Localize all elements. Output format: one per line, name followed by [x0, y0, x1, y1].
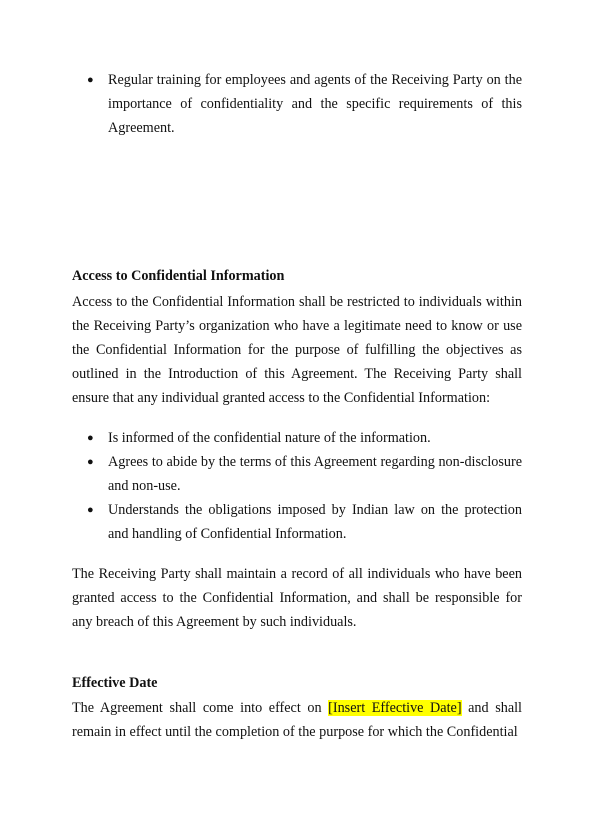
bullet-text: Is informed of the confidential nature of the information.: [108, 430, 431, 446]
effective-date-heading: Effective Date: [72, 675, 158, 691]
access-bullet-list: [72, 426, 522, 546]
bullet-text: Agrees to abide by the terms of this Agreement regarding non-disclosure and non-use.: [108, 454, 522, 494]
bullet-item: [72, 450, 522, 498]
bullet-dot-icon: ●: [87, 504, 94, 516]
effective-text-after: and shall remain in effect until the completion of the purpose for which the Confidential: [72, 700, 522, 740]
bullet-item: [72, 498, 522, 546]
bullet-item: [72, 426, 522, 450]
effective-date-placeholder: [Insert Effective Date]: [328, 700, 462, 716]
bullet-item: [72, 68, 522, 140]
access-closing-paragraph: The Receiving Party shall maintain a record of all individuals who have been granted access to the Confidential Information, and shall be responsible for any breach of this Agreement by such individuals.: [72, 566, 522, 630]
bullet-dot-icon: ●: [87, 432, 94, 444]
bullet-text: Regular training for employees and agents of the Receiving Party on the importance of confidentiality and the specific requirements of this Agreement.: [108, 72, 522, 136]
bullet-text: Understands the obligations imposed by Indian law on the protection and handling of Confidential Information.: [108, 502, 522, 542]
intro-bullet-list: [72, 68, 522, 140]
bullet-dot-icon: ●: [87, 74, 94, 86]
effective-text-before: The Agreement shall come into effect on: [72, 700, 329, 716]
effective-date-paragraph: [72, 696, 522, 744]
access-heading: Access to Confidential Information: [72, 268, 285, 284]
bullet-dot-icon: ●: [87, 456, 94, 468]
access-paragraph: Access to the Confidential Information shall be restricted to individuals within the Receiving Party’s organization who have a legitimate need to know or use the Confidential Information for the purpose of fulfilling the objectives as outlined in the Introduction of this Agreement. The Receiving Party shall ensure that any individual granted access to the Confidential Information:: [72, 294, 522, 406]
